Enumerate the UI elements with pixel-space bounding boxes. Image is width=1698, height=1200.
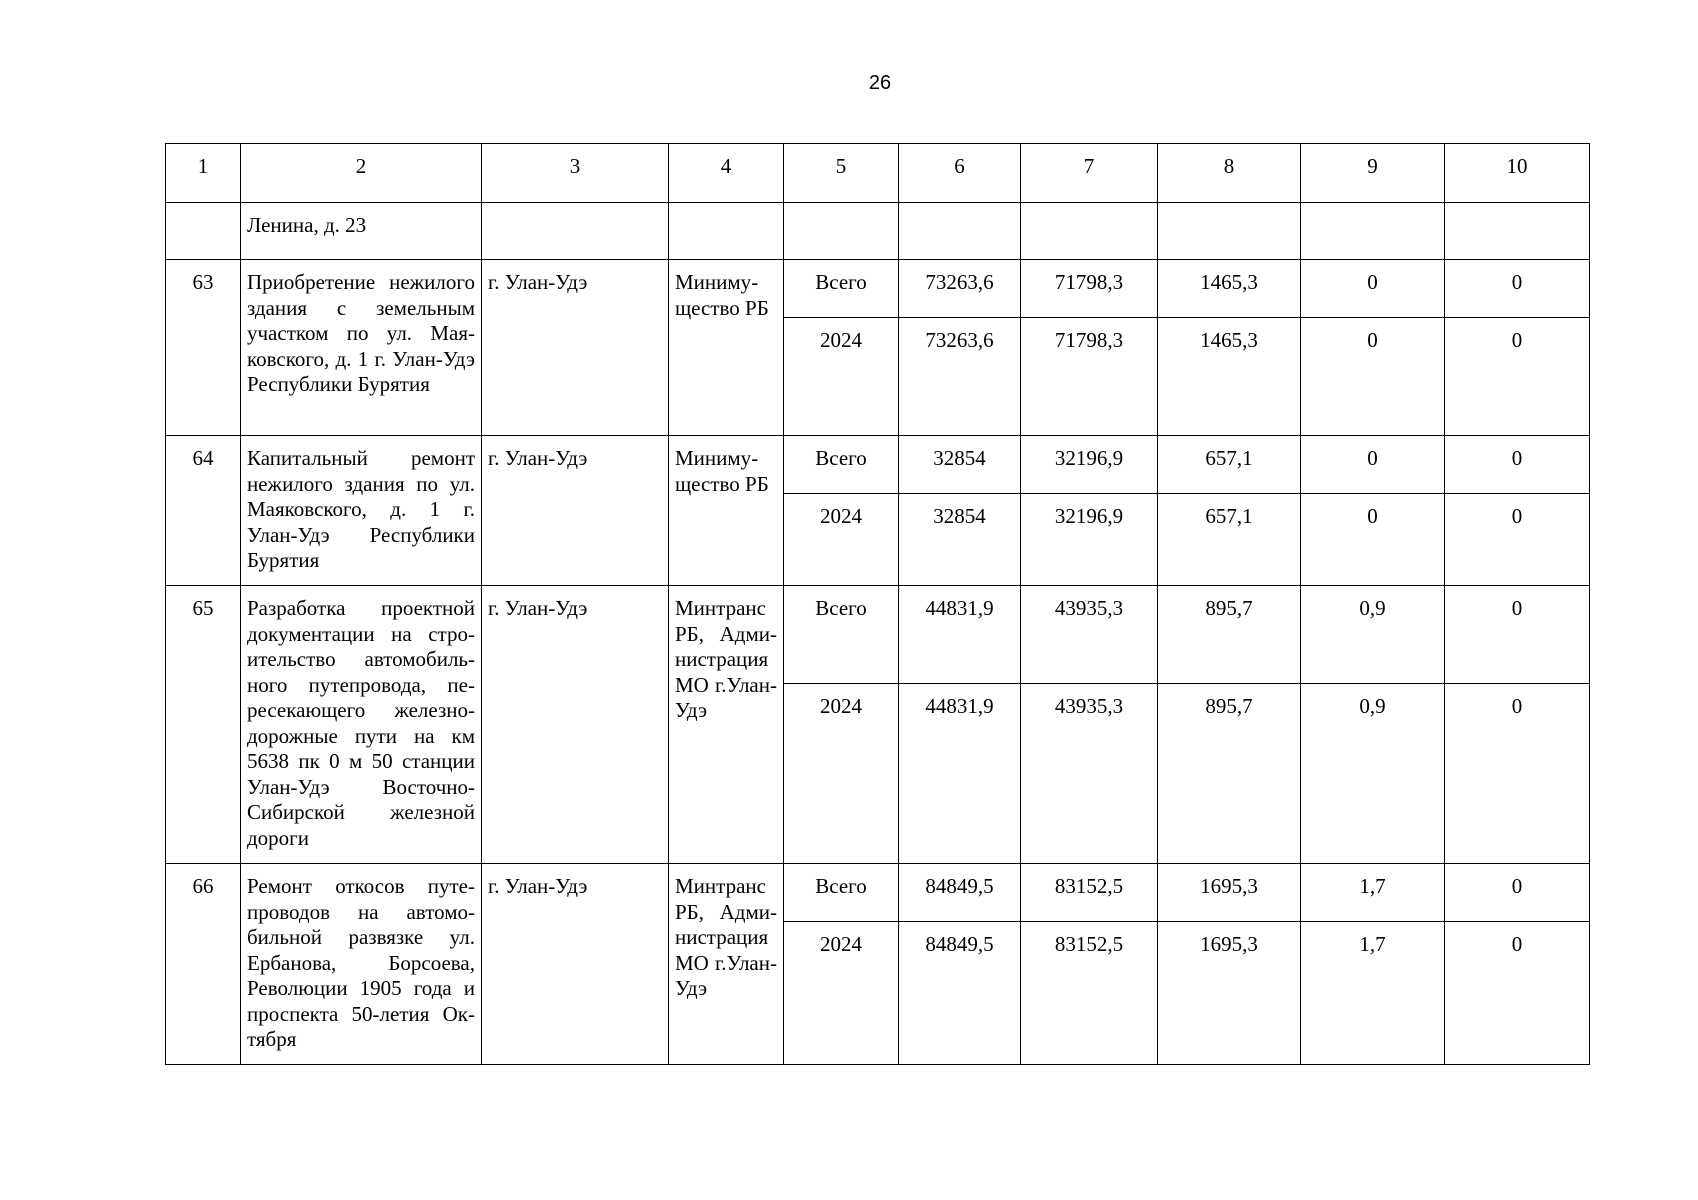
- location-cell: [482, 203, 669, 260]
- period-cell: Всего: [784, 864, 899, 922]
- value-cell: 1,7: [1301, 864, 1445, 922]
- description-cell: Приобретение нежилого здания с земельным участком по ул. Маяковского, д. 1 г. Улан-Удэ Республики Бурятия: [241, 260, 482, 436]
- value-cell: 1695,3: [1158, 864, 1301, 922]
- description-cell: Разработка проектной документации на строительство автомобильного путепровода, пересекающего железнодорожные пути на км 5638 пк 0 м 50 станции Улан-Удэ Восточно-Сибирской железной дороги: [241, 586, 482, 864]
- location-cell: г. Улан-Удэ: [482, 260, 669, 436]
- value-cell: 895,7: [1158, 586, 1301, 684]
- header-row: [166, 144, 1590, 203]
- value-cell: 44831,9: [899, 684, 1021, 864]
- value-cell: 0: [1301, 436, 1445, 494]
- table-row-63: [166, 260, 1590, 318]
- value-cell: 83152,5: [1021, 922, 1158, 1065]
- executor-cell: Минимущество РБ: [669, 436, 784, 586]
- value-cell: 32854: [899, 494, 1021, 586]
- value-cell: 0: [1445, 318, 1590, 436]
- value-cell: 0: [1301, 260, 1445, 318]
- continuation-row: [166, 203, 1590, 260]
- value-cell: 1695,3: [1158, 922, 1301, 1065]
- period-cell: 2024: [784, 922, 899, 1065]
- value-cell: [1021, 203, 1158, 260]
- period-cell: 2024: [784, 494, 899, 586]
- value-cell: 0: [1445, 494, 1590, 586]
- value-cell: 0: [1445, 684, 1590, 864]
- value-cell: 84849,5: [899, 864, 1021, 922]
- header-cell: 9: [1301, 144, 1445, 203]
- value-cell: 0: [1301, 494, 1445, 586]
- executor-cell: [669, 203, 784, 260]
- header-cell: 6: [899, 144, 1021, 203]
- period-cell: Всего: [784, 260, 899, 318]
- executor-cell: Минтранс РБ, Администрация МО г.Улан-Удэ: [669, 586, 784, 864]
- location-cell: г. Улан-Удэ: [482, 864, 669, 1065]
- header-cell: 4: [669, 144, 784, 203]
- page-number: 26: [868, 72, 892, 94]
- description-cell: Ленина, д. 23: [241, 203, 482, 260]
- budget-table: [165, 143, 1590, 1065]
- table-row-65: [166, 586, 1590, 684]
- row-number-cell: 65: [166, 586, 241, 864]
- value-cell: 0: [1445, 922, 1590, 1065]
- value-cell: 32196,9: [1021, 494, 1158, 586]
- value-cell: 43935,3: [1021, 586, 1158, 684]
- value-cell: 0: [1445, 864, 1590, 922]
- period-cell: Всего: [784, 436, 899, 494]
- period-cell: [784, 203, 899, 260]
- value-cell: 0,9: [1301, 684, 1445, 864]
- value-cell: [1301, 203, 1445, 260]
- value-cell: 73263,6: [899, 318, 1021, 436]
- value-cell: 1,7: [1301, 922, 1445, 1065]
- value-cell: 1465,3: [1158, 260, 1301, 318]
- value-cell: 73263,6: [899, 260, 1021, 318]
- value-cell: 71798,3: [1021, 318, 1158, 436]
- row-number-cell: [166, 203, 241, 260]
- value-cell: [1445, 203, 1590, 260]
- value-cell: 1465,3: [1158, 318, 1301, 436]
- header-cell: 8: [1158, 144, 1301, 203]
- location-cell: г. Улан-Удэ: [482, 586, 669, 864]
- period-cell: 2024: [784, 318, 899, 436]
- value-cell: [899, 203, 1021, 260]
- location-cell: г. Улан-Удэ: [482, 436, 669, 586]
- value-cell: 44831,9: [899, 586, 1021, 684]
- row-number-cell: 66: [166, 864, 241, 1065]
- header-cell: 2: [241, 144, 482, 203]
- executor-cell: Минимущество РБ: [669, 260, 784, 436]
- value-cell: 895,7: [1158, 684, 1301, 864]
- header-cell: 7: [1021, 144, 1158, 203]
- period-cell: 2024: [784, 684, 899, 864]
- value-cell: 657,1: [1158, 436, 1301, 494]
- header-cell: 1: [166, 144, 241, 203]
- table-row-66: [166, 864, 1590, 922]
- value-cell: 83152,5: [1021, 864, 1158, 922]
- row-number-cell: 64: [166, 436, 241, 586]
- description-cell: Капитальный ремонт нежилого здания по ул. Маяковского, д. 1 г. Улан-Удэ Республики Бурятия: [241, 436, 482, 586]
- value-cell: 32854: [899, 436, 1021, 494]
- header-cell: 10: [1445, 144, 1590, 203]
- value-cell: [1158, 203, 1301, 260]
- value-cell: 84849,5: [899, 922, 1021, 1065]
- value-cell: 43935,3: [1021, 684, 1158, 864]
- value-cell: 657,1: [1158, 494, 1301, 586]
- value-cell: 0: [1301, 318, 1445, 436]
- value-cell: 32196,9: [1021, 436, 1158, 494]
- period-cell: Всего: [784, 586, 899, 684]
- description-cell: Ремонт откосов путепроводов на автомобильной развязке ул. Ербанова, Борсоева, Революции 1905 года и проспекта 50-летия Октября: [241, 864, 482, 1065]
- header-cell: 5: [784, 144, 899, 203]
- value-cell: 71798,3: [1021, 260, 1158, 318]
- table-row-64: [166, 436, 1590, 494]
- value-cell: 0: [1445, 586, 1590, 684]
- header-cell: 3: [482, 144, 669, 203]
- value-cell: 0: [1445, 436, 1590, 494]
- executor-cell: Минтранс РБ, Администрация МО г.Улан-Удэ: [669, 864, 784, 1065]
- value-cell: 0: [1445, 260, 1590, 318]
- row-number-cell: 63: [166, 260, 241, 436]
- value-cell: 0,9: [1301, 586, 1445, 684]
